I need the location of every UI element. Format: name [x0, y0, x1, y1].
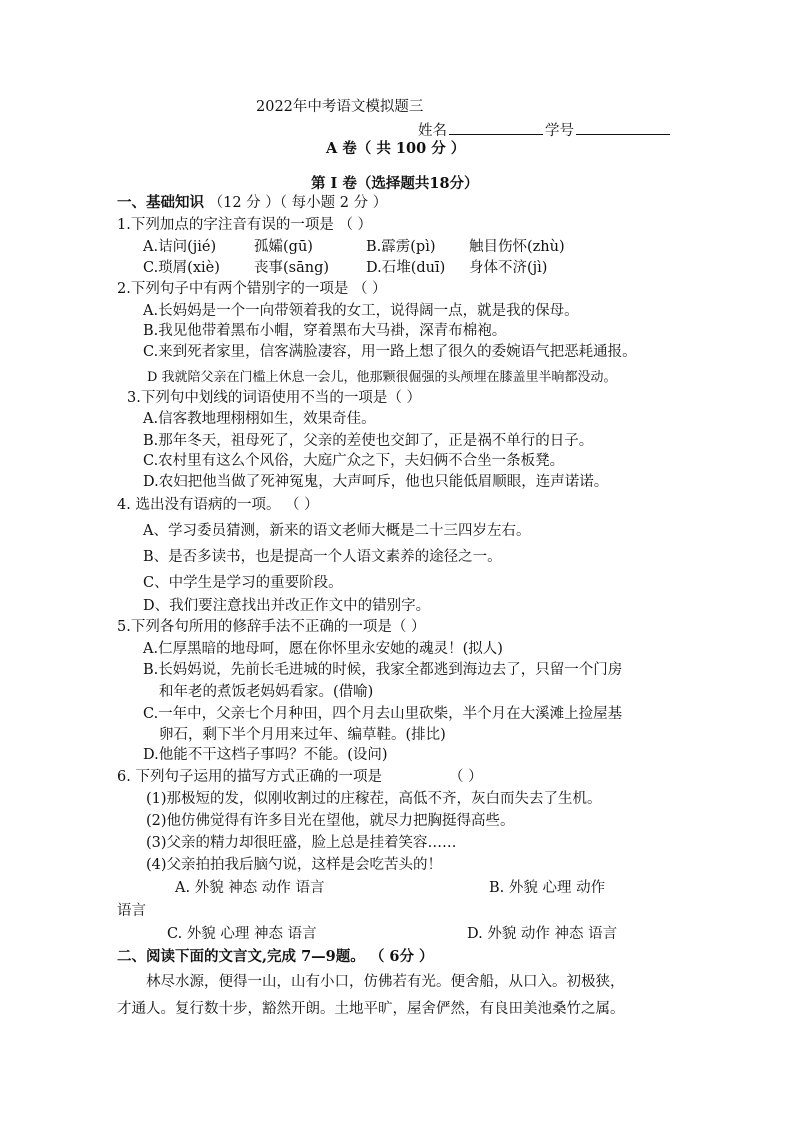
- section2-heading: 二、阅读下面的文言文,完成 7—9题。: [117, 948, 365, 965]
- q6-stem: 6. 下列句子运用的描写方式正确的一项是: [117, 769, 382, 785]
- q3-option-a: A.信客教地理栩栩如生，效果奇佳。: [143, 411, 376, 427]
- q6-sentence-4: (4)父亲拍拍我后脑勺说，这样是会吃苦头的！: [146, 857, 443, 873]
- q6-answer-paren: （ ）: [449, 769, 483, 785]
- q1-option-b: B.霹雳(pì): [366, 239, 436, 255]
- q1-option-d: D.石堆(duī): [366, 260, 446, 276]
- q3-option-d: D.农妇把他当做了死神冤鬼，大声呵斥，他也只能低眉顺眼，连声诺诺。: [143, 474, 609, 490]
- q6-option-a: A. 外貌 神态 动作 语言: [175, 880, 325, 896]
- q5-option-b-line1: B.长妈妈说，先前长毛进城的时候，我家全都逃到海边去了，只留一个门房: [143, 662, 623, 678]
- q1-option-a: A.诘问(jié): [143, 239, 217, 255]
- q6-sentence-1: (1)那极短的发，似刚收割过的庄稼茬，高低不齐，灰白而失去了生机。: [146, 791, 602, 807]
- q4-stem: 4. 选出没有语病的一项。 （ ）: [117, 497, 319, 513]
- q2-option-b: B.我见他带着黑布小帽，穿着黑布大马褂，深青布棉袍。: [143, 323, 507, 339]
- q4-option-a: A、学习委员猜测，新来的语文老师大概是二十三四岁左右。: [143, 523, 531, 539]
- q5-option-a: A.仁厚黑暗的地母呵，愿在你怀里永安她的魂灵！(拟人): [143, 641, 503, 657]
- q2-option-c: C.来到死者家里，信客满脸凄容，用一路上想了很久的委婉语气把恶耗通报。: [143, 344, 637, 360]
- q1-option-b-2: 触目伤怀(zhù): [469, 239, 565, 255]
- q2-stem: 2.下列句子中有两个错别字的一项是 （ ）: [117, 281, 387, 297]
- q5-option-b-line2: 和年老的煮饭老妈妈看家。(借喻): [159, 684, 374, 700]
- q3-option-b: B.那年冬天，祖母死了，父亲的差使也交卸了，正是祸不单行的日子。: [143, 433, 594, 449]
- number-field[interactable]: [576, 120, 670, 135]
- q2-option-d: D 我就陪父亲在门槛上休息一会儿，他那颗很倔强的头颅埋在膝盖里半晌都没动。: [147, 370, 617, 385]
- section2-score: （ 6分 ）: [369, 948, 434, 965]
- q6-sentence-3: (3)父亲的精力却很旺盛，脸上总是挂着笑容……: [146, 835, 457, 851]
- q5-stem: 5.下列各句所用的修辞手法不正确的一项是（ ）: [117, 619, 426, 635]
- classical-text-line2: 才通人。复行数十步，豁然开朗。土地平旷，屋舍俨然，有良田美池桑竹之属。: [117, 1001, 625, 1017]
- q5-option-d: D.他能不干这档子事吗？不能。(设问): [143, 747, 388, 763]
- q4-option-b: B、是否多读书，也是提高一个人语文素养的途径之一。: [143, 549, 502, 565]
- name-number-line: [418, 120, 672, 140]
- q1-option-c-2: 丧事(sāng): [254, 260, 330, 276]
- q1-option-a-2: 孤孀(gū): [254, 239, 313, 255]
- q6-option-b-wrap: 语言: [117, 903, 146, 919]
- classical-text-line1: 林尽水源，便得一山，山有小口，仿佛若有光。便舍船，从口入。初极狭，: [146, 974, 625, 990]
- number-label: 学号: [545, 123, 574, 139]
- q1-option-d-2: 身体不济(jì): [469, 260, 548, 276]
- volume-a-heading: A 卷（ 共 100 分 ）: [326, 140, 466, 157]
- name-label: 姓名: [418, 123, 447, 139]
- exam-title: 2022年中考语文模拟题三: [256, 99, 424, 115]
- section2-heading-line: [117, 948, 434, 966]
- q3-stem: 3.下列句中划线的词语使用不当的一项是（ ）: [127, 390, 421, 406]
- q2-option-a: A.长妈妈是一个一向带领着我的女工，说得阔一点，就是我的保母。: [143, 303, 579, 319]
- q1-stem: 1.下列加点的字注音有误的一项是 （ ）: [117, 217, 373, 233]
- q6-option-b: B. 外貌 心理 动作: [489, 880, 606, 896]
- q1-option-c: C.琐屑(xiè): [143, 260, 220, 276]
- q4-option-c: C、中学生是学习的重要阶段。: [143, 575, 343, 591]
- name-field[interactable]: [449, 120, 543, 135]
- q5-option-c-line1: C.一年中，父亲七个月种田，四个月去山里砍柴，半个月在大溪滩上捡屋基: [143, 706, 623, 722]
- q6-option-d: D. 外貌 动作 神态 语言: [467, 926, 618, 942]
- part1-heading: 第 I 卷（选择题共18分）: [311, 175, 479, 192]
- section1-heading: 一、基础知识: [117, 194, 204, 211]
- q3-option-c: C.农村里有这么个风俗，大庭广众之下，夫妇俩不合坐一条板凳。: [143, 453, 565, 469]
- q5-option-c-line2: 卵石，剩下半个月用来过年、编草鞋。(排比): [159, 727, 446, 743]
- q4-option-d: D、我们要注意找出并改正作文中的错别字。: [143, 598, 431, 614]
- section1-heading-line: [117, 194, 387, 212]
- q6-option-c: C. 外貌 心理 神态 语言: [167, 926, 317, 942]
- section1-score: （12 分 ）（ 每小题 2 分 ）: [208, 195, 388, 211]
- q6-sentence-2: (2)他仿佛觉得有许多目光在望他，就尽力把胸挺得高些。: [146, 813, 515, 829]
